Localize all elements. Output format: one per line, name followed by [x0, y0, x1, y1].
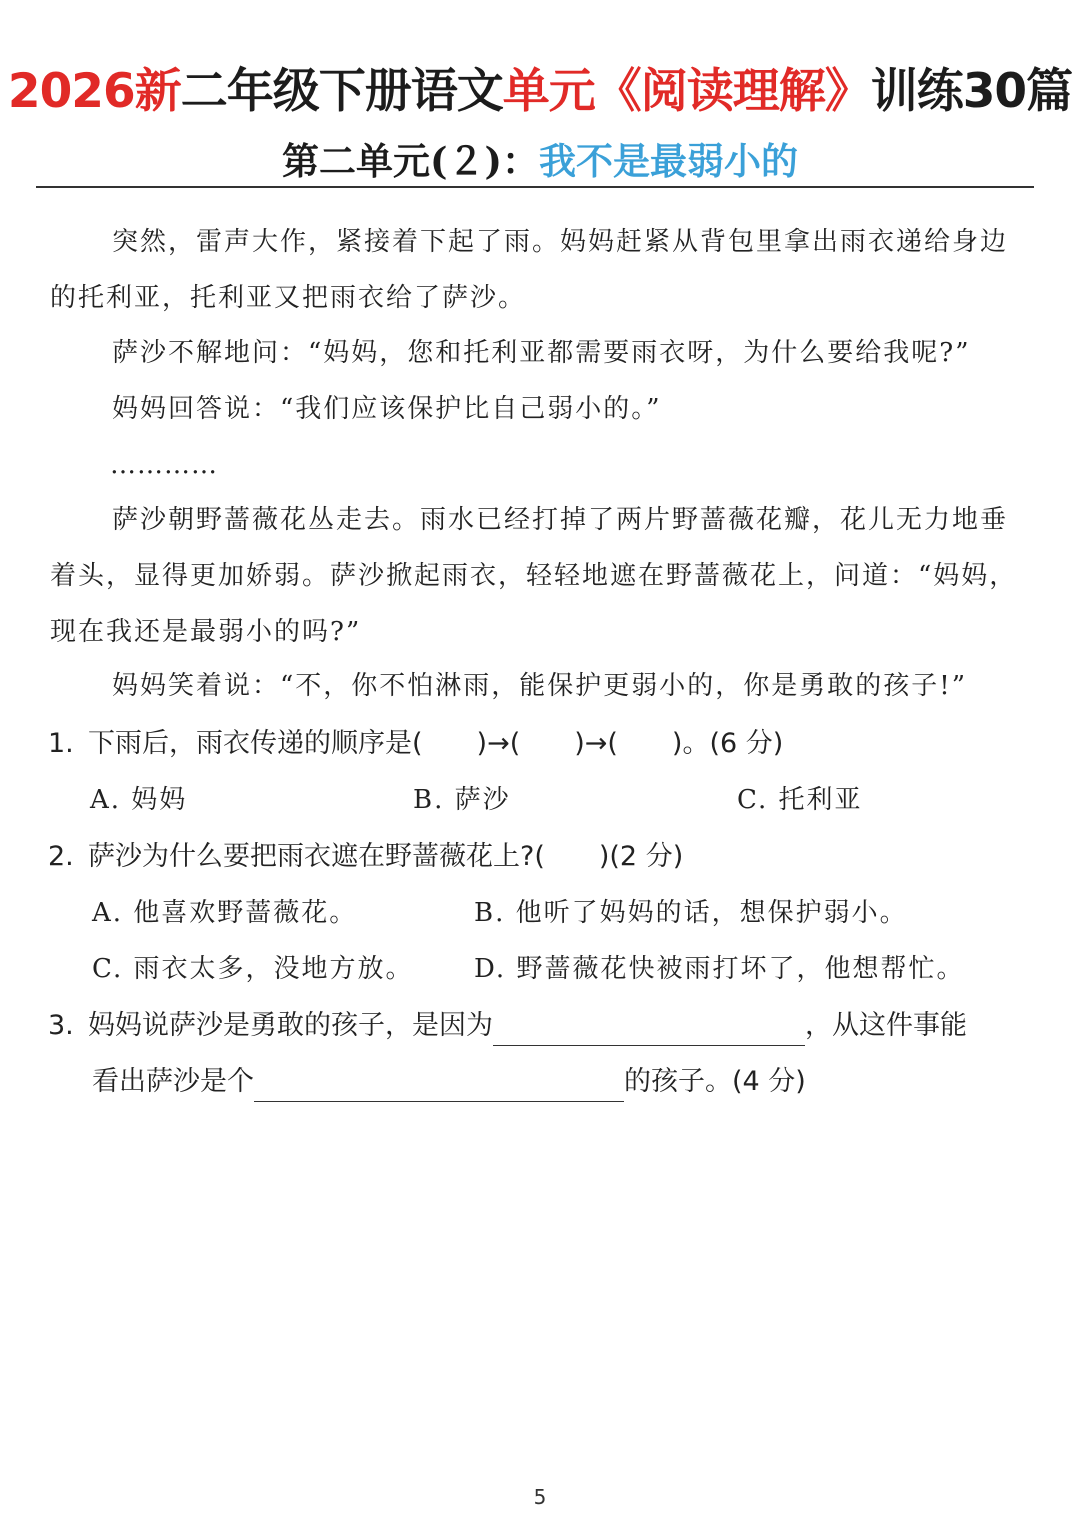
- subtitle-story: 我不是最弱小的: [539, 139, 798, 183]
- title-grade: 二年级下册语文: [180, 64, 503, 119]
- passage-paragraph-2: 萨沙不解地问：“妈妈，您和托利亚都需要雨衣呀，为什么要给我呢?”: [112, 338, 971, 368]
- question-3-text-1: 妈妈说萨沙是勇敢的孩子，是因为: [88, 1010, 493, 1041]
- passage-ellipsis: …………: [110, 450, 218, 480]
- question-3-text-2: ，从这件事能: [805, 1010, 967, 1041]
- question-1: [48, 724, 783, 764]
- question-3-line-1: [48, 1006, 967, 1046]
- question-3-line-2: [92, 1062, 806, 1102]
- title-divider: [36, 186, 1034, 188]
- subtitle-unit: 第二单元(２)：: [281, 139, 539, 183]
- passage-paragraph-3: 妈妈回答说：“我们应该保护比自己弱小的。”: [112, 394, 662, 424]
- title-unit: 单元《阅读理解》: [502, 64, 871, 119]
- question-3-text-3: 看出萨沙是个: [92, 1066, 254, 1097]
- worksheet-subtitle: [0, 136, 1080, 186]
- worksheet-title: [0, 62, 1080, 122]
- page-number: 5: [533, 1485, 547, 1509]
- question-2-number: 2.: [48, 841, 74, 872]
- question-2-option-d[interactable]: D. 野蔷薇花快被雨打坏了，他想帮忙。: [474, 954, 965, 984]
- question-1-number: 1.: [48, 728, 74, 759]
- title-year: 2026: [7, 64, 135, 119]
- question-3-number: 3.: [48, 1010, 74, 1041]
- question-2-option-c[interactable]: C. 雨衣太多，没地方放。: [92, 954, 414, 984]
- title-new: 新: [134, 64, 181, 119]
- question-1-option-b[interactable]: B. 萨沙: [413, 785, 511, 815]
- passage-paragraph-5: 妈妈笑着说：“不，你不怕淋雨，能保护更弱小的，你是勇敢的孩子!”: [112, 671, 968, 701]
- question-3-answer-blank-2[interactable]: [254, 1071, 624, 1102]
- question-1-option-a[interactable]: A. 妈妈: [90, 785, 188, 815]
- question-2-text: 萨沙为什么要把雨衣遮在野蔷薇花上?( )(2 分): [88, 841, 684, 872]
- question-3-answer-blank-1[interactable]: [493, 1015, 805, 1046]
- passage-paragraph-1: 突然，雷声大作，紧接着下起了雨。妈妈赶紧从背包里拿出雨衣递给身边的托利亚，托利亚又把雨衣给了萨沙。: [50, 227, 1009, 313]
- question-3-text-4: 的孩子。(4 分): [624, 1066, 806, 1097]
- question-2-option-b[interactable]: B. 他听了妈妈的话，想保护弱小。: [474, 898, 908, 928]
- question-1-text: 下雨后，雨衣传递的顺序是( )→( )→( )。(6 分): [88, 728, 784, 759]
- question-2: [48, 837, 683, 877]
- title-train: 训练30篇: [870, 64, 1073, 119]
- question-1-option-c[interactable]: C. 托利亚: [737, 785, 863, 815]
- question-2-option-a[interactable]: A. 他喜欢野蔷薇花。: [92, 898, 358, 928]
- passage-paragraph-4: 萨沙朝野蔷薇花丛走去。雨水已经打掉了两片野蔷薇花瓣，花儿无力地垂着头，显得更加娇弱。萨沙掀起雨衣，轻轻地遮在野蔷薇花上，问道：“妈妈，现在我还是最弱小的吗?”: [50, 505, 1018, 647]
